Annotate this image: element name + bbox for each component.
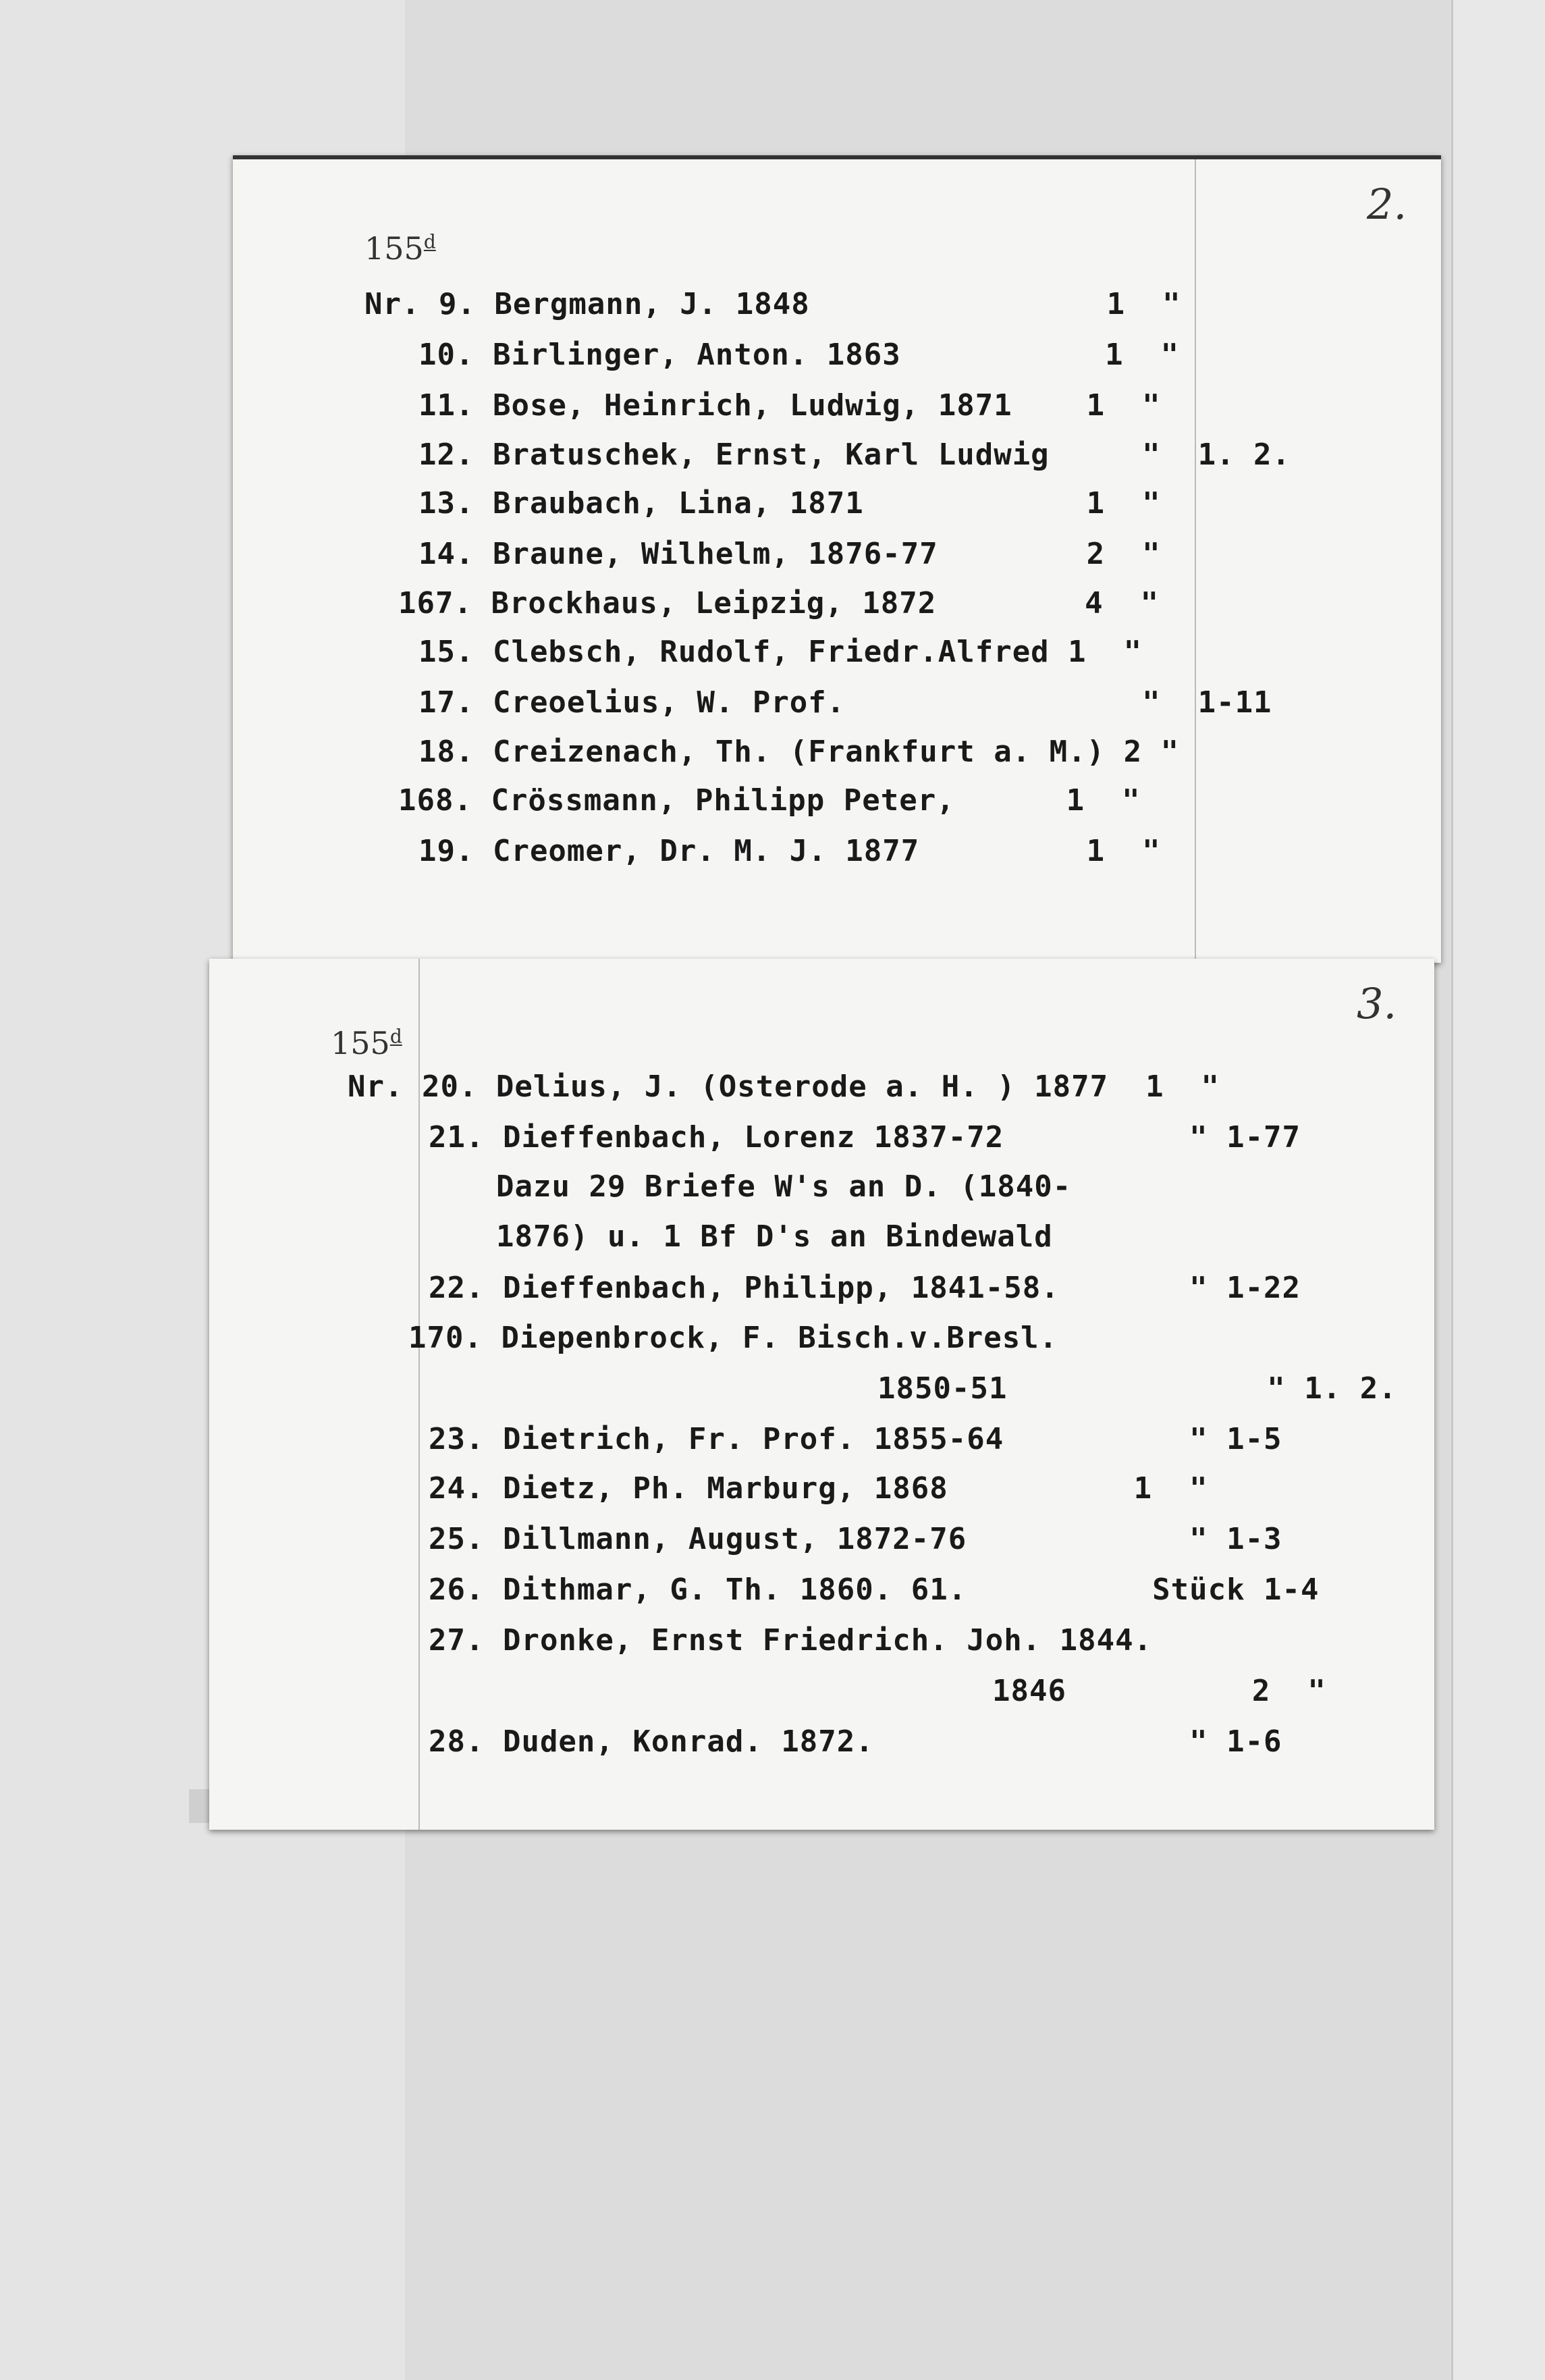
entry-line: 25. Dillmann, August, 1872-76 " 1-3	[429, 1522, 1282, 1556]
entry-line: Nr. 20. Delius, J. (Osterode a. H. ) 1877 1 "	[348, 1069, 1220, 1104]
entry-line: 14. Braune, Wilhelm, 1876-77 2 "	[418, 537, 1161, 571]
entry-line: 1876) u. 1 Bf D's an Bindewald	[496, 1219, 1053, 1254]
entry-line: 19. Creomer, Dr. M. J. 1877 1 "	[418, 834, 1161, 868]
signature-number: 155	[331, 1025, 390, 1061]
entry-line: 13. Braubach, Lina, 1871 1 "	[418, 486, 1161, 521]
entry-line: 17. Creoelius, W. Prof. " 1-11	[418, 685, 1272, 720]
signature-sup: d	[423, 230, 436, 253]
entry-line: 28. Duden, Konrad. 1872. " 1-6	[429, 1724, 1282, 1759]
entry-line: 11. Bose, Heinrich, Ludwig, 1871 1 "	[418, 388, 1161, 423]
signature-number: 155	[364, 230, 424, 267]
entry-line: 23. Dietrich, Fr. Prof. 1855-64 " 1-5	[429, 1422, 1282, 1456]
entry-line: 27. Dronke, Ernst Friedrich. Joh. 1844.	[429, 1623, 1153, 1658]
column-rule	[1195, 159, 1196, 963]
index-card-3	[209, 959, 1434, 1830]
signature	[364, 230, 436, 267]
entry-line: 26. Dithmar, G. Th. 1860. 61. Stück 1-4	[429, 1572, 1320, 1607]
page-number: 3.	[1357, 979, 1397, 1028]
index-card-2	[233, 155, 1441, 963]
entry-line: 21. Dieffenbach, Lorenz 1837-72 " 1-77	[429, 1120, 1301, 1155]
entry-line: 168. Crössmann, Philipp Peter, 1 "	[398, 783, 1141, 818]
signature-sup: d	[389, 1025, 402, 1048]
entry-line: 15. Clebsch, Rudolf, Friedr.Alfred 1 "	[418, 635, 1143, 669]
background-strip	[1451, 0, 1545, 2380]
signature	[331, 1025, 402, 1061]
entry-line: 167. Brockhaus, Leipzig, 1872 4 "	[398, 586, 1160, 620]
entry-line: Nr. 9. Bergmann, J. 1848 1 "	[364, 287, 1181, 321]
entry-line: 24. Dietz, Ph. Marburg, 1868 1 "	[429, 1471, 1208, 1506]
entry-line: Dazu 29 Briefe W's an D. (1840-	[496, 1169, 1072, 1204]
entry-line: 22. Dieffenbach, Philipp, 1841-58. " 1-22	[429, 1271, 1301, 1305]
entry-line: 18. Creizenach, Th. (Frankfurt a. M.) 2 "	[418, 735, 1180, 769]
page-number: 2.	[1367, 180, 1407, 229]
entry-line: 170. Diepenbrock, F. Bisch.v.Bresl.	[408, 1321, 1058, 1355]
entry-line: 12. Bratuschek, Ernst, Karl Ludwig " 1. 2.	[418, 438, 1291, 472]
entry-line: 10. Birlinger, Anton. 1863 1 "	[418, 338, 1180, 372]
entry-line: 1846 2 "	[992, 1674, 1326, 1708]
entry-line: 1850-51 " 1. 2.	[877, 1371, 1397, 1406]
